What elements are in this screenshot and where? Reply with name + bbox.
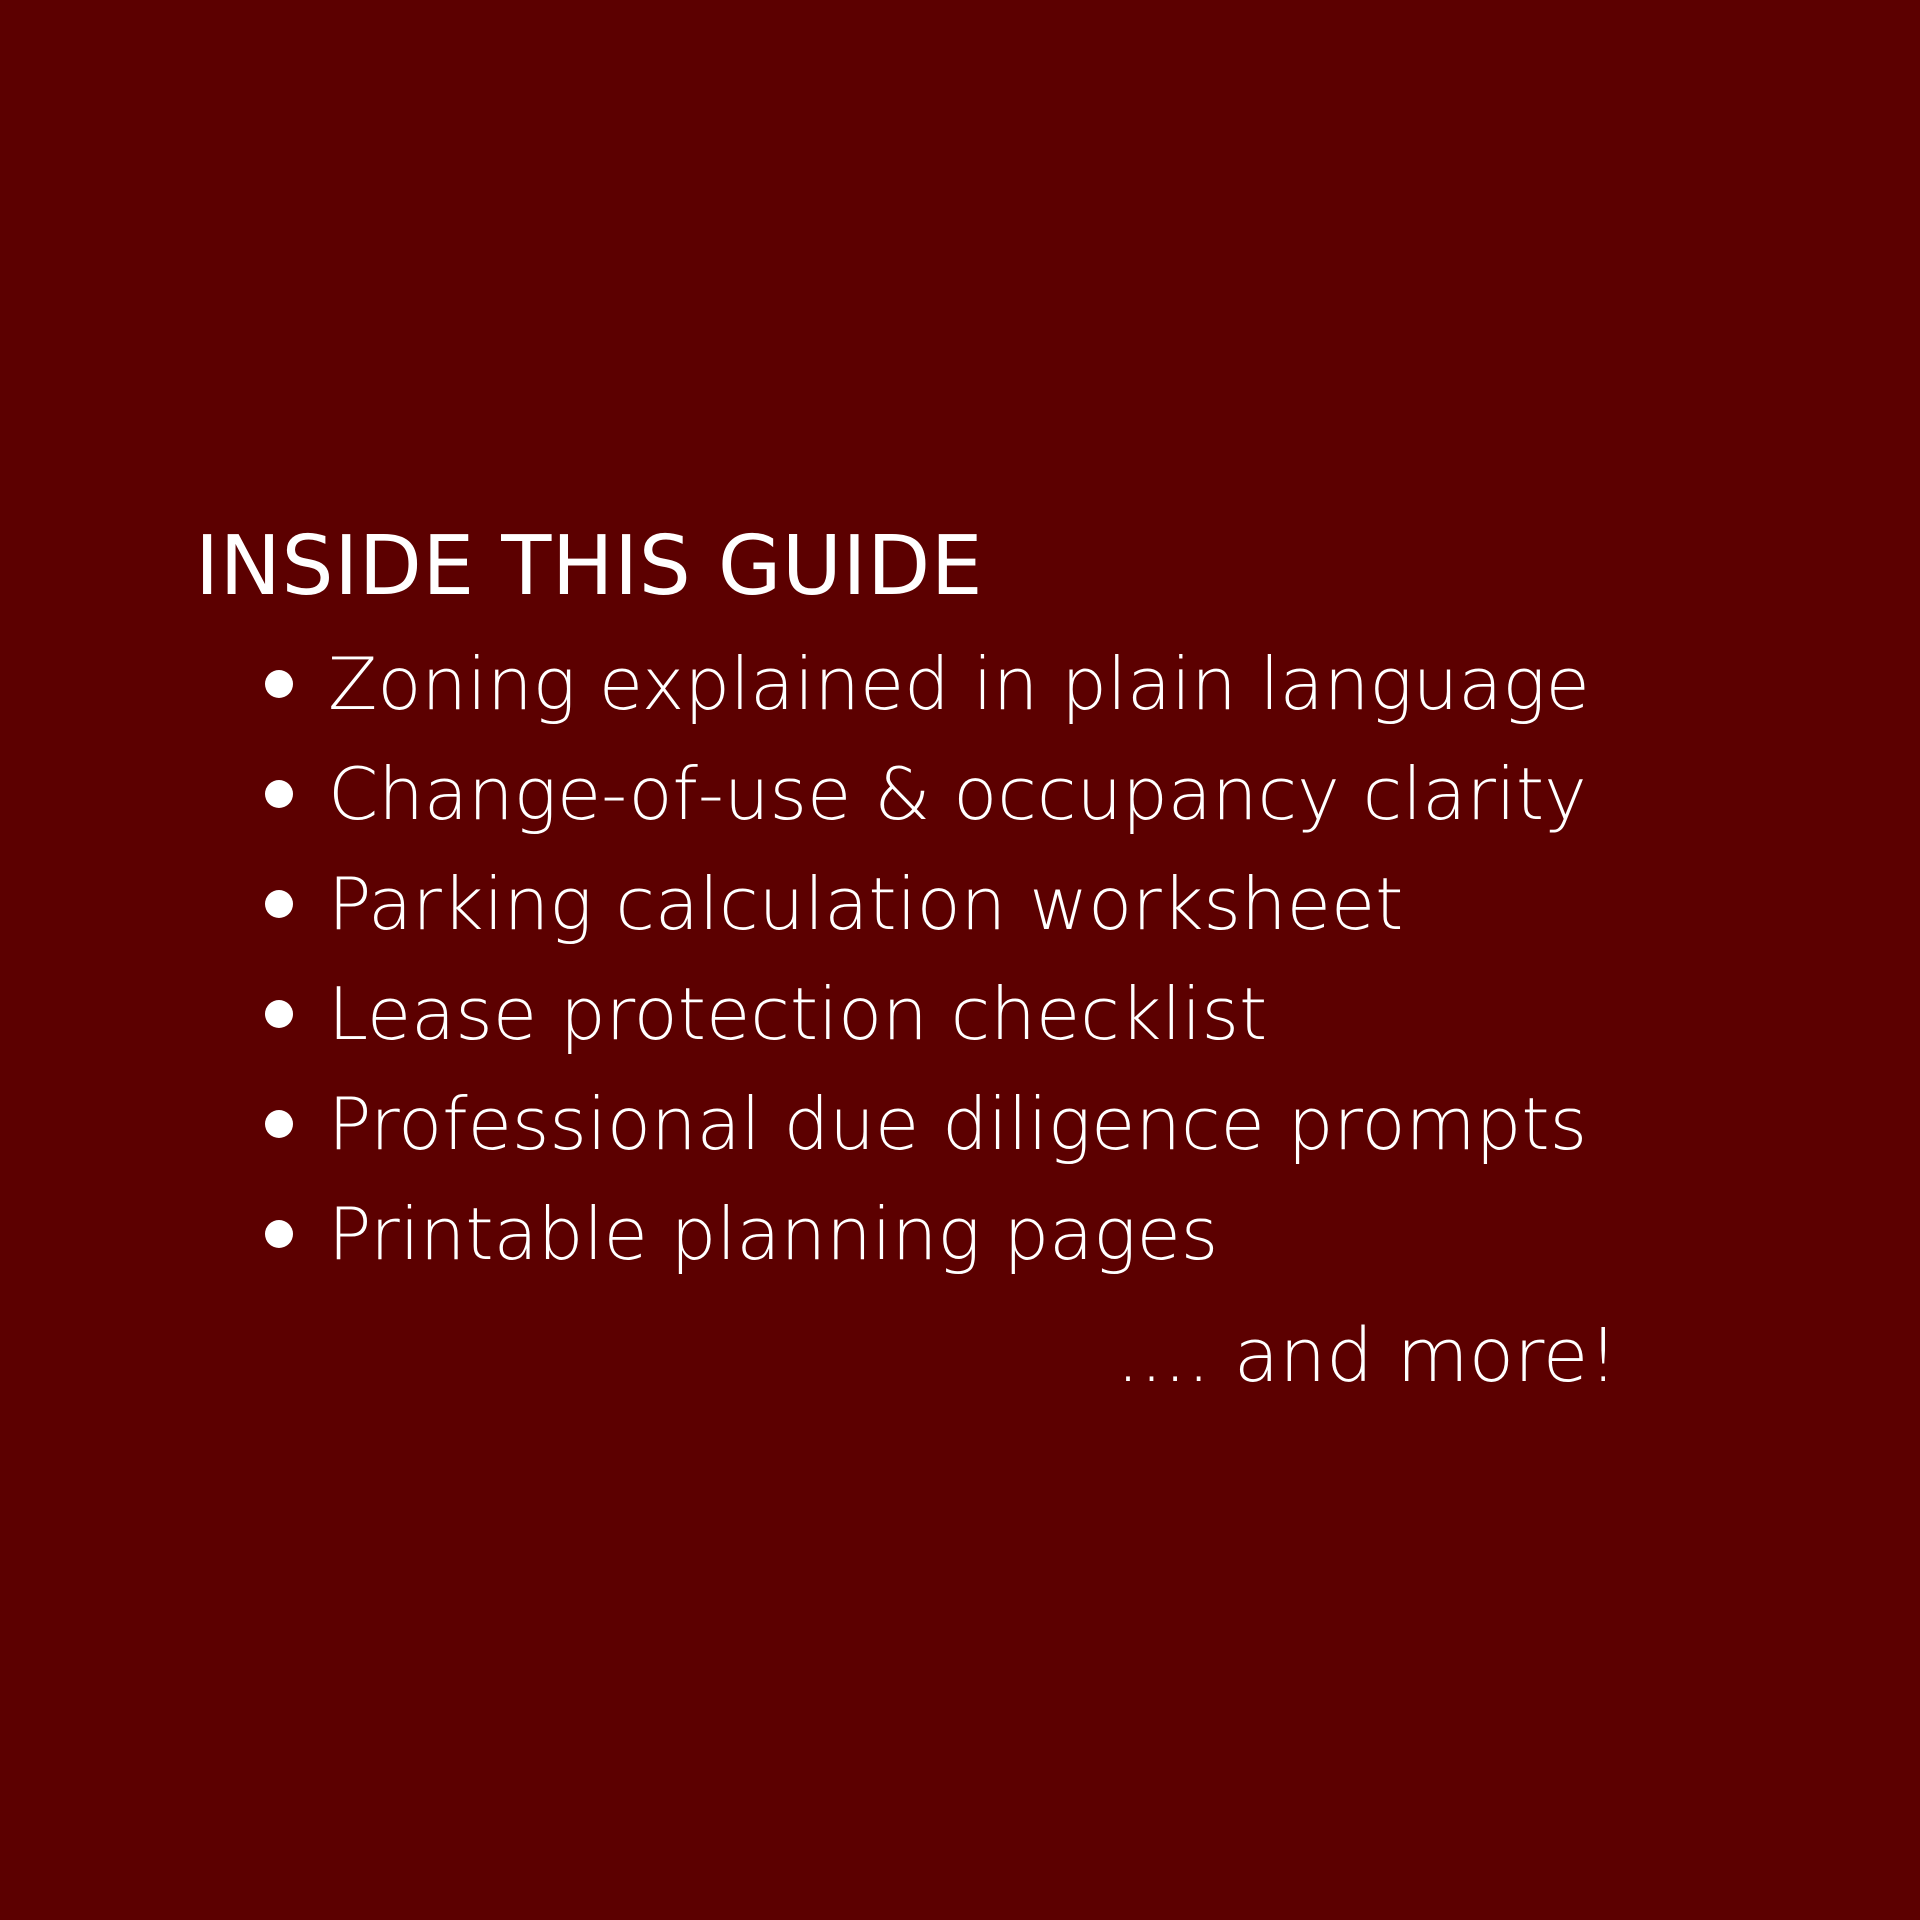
guide-item-label: Zoning explained in plain language xyxy=(328,642,1590,726)
guide-item-label: Lease protection checklist xyxy=(328,972,1268,1056)
bullet-icon xyxy=(265,670,293,698)
guide-item-due-diligence xyxy=(260,1076,1590,1186)
guide-item-parking xyxy=(260,856,1590,966)
and-more-text: .... and more! xyxy=(1116,1313,1618,1399)
guide-title: INSIDE THIS GUIDE xyxy=(195,519,984,614)
guide-item-label: Professional due diligence prompts xyxy=(328,1082,1588,1166)
guide-item-printable-pages xyxy=(260,1186,1590,1296)
guide-item-label: Parking calculation worksheet xyxy=(328,862,1404,946)
guide-item-label: Printable planning pages xyxy=(328,1192,1219,1276)
bullet-icon xyxy=(265,1220,293,1248)
guide-items-list xyxy=(260,636,1590,1296)
bullet-icon xyxy=(265,780,293,808)
guide-item-lease xyxy=(260,966,1590,1076)
bullet-icon xyxy=(265,890,293,918)
guide-item-zoning xyxy=(260,636,1590,746)
bullet-icon xyxy=(265,1000,293,1028)
guide-item-change-of-use xyxy=(260,746,1590,856)
guide-item-label: Change-of-use & occupancy clarity xyxy=(328,752,1587,836)
bullet-icon xyxy=(265,1110,293,1138)
